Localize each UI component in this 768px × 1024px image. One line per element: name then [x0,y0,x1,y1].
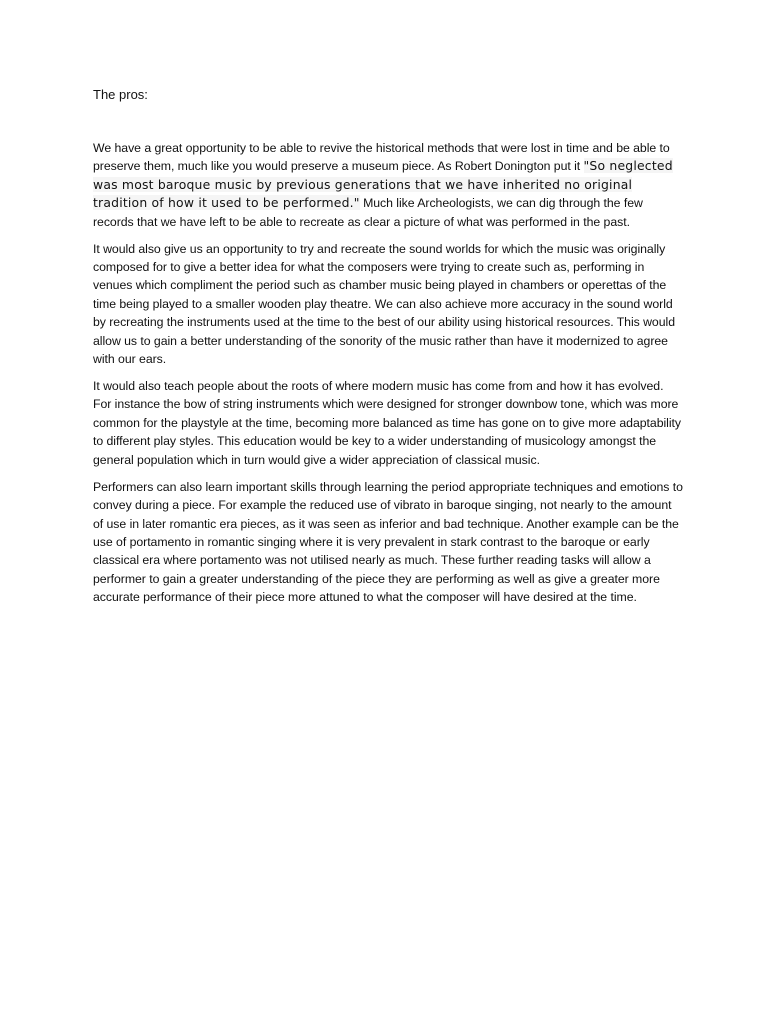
paragraph-3: It would also teach people about the roots of where modern music has come from and how it has evolved. For instance the bow of string instruments which were designed for stronger downbow tone, which was more common for the playstyle at the time, becoming more balanced as time has gone on to give more adaptability to different play styles. This education would be key to a wider understanding of musicology amongst the general population which in turn would give a wider appreciation of classical music. [93,379,682,467]
paragraph-4: Performers can also learn important skills through learning the period appropriate techniques and emotions to convey during a piece. For example the reduced use of vibrato in baroque singing, not nearly to the amount of use in later romantic era pieces, as it was seen as inferior and bad technique. Another example can be the use of portamento in romantic singing where it is very prevalent in stark contrast to the baroque or early classical era where portamento was not utilised nearly as much. These further reading tasks will allow a performer to gain a greater understanding of the piece they are performing as well as give a greater more accurate performance of their piece more attuned to what the composer will have desired at the time. [93,479,683,605]
document-body [93,139,683,615]
paragraph-1 [93,139,683,231]
section-heading: The pros: [93,87,148,102]
paragraph-1-intro: We have a great opportunity to be able to revive the historical methods that were lost in time and be able to preserve them, much like you would preserve a museum piece. As Robert Donington put it [93,141,670,174]
paragraph-1-conclusion: Much like Archeologists, we can dig through the few records that we have left to be able to recreate as clear a picture of what was performed in the past. [93,196,643,229]
donington-quote: "So neglected was most baroque music by previous generations that we have inherited no original tradition of how it used to be performed." [93,158,673,211]
paragraph-2: It would also give us an opportunity to try and recreate the sound worlds for which the music was originally composed for to give a better idea for what the composers were trying to create such as, performing in venues which compliment the period such as chamber music being played in chambers or operettas of the time being played to a smaller wooden play theatre. We can also achieve more accuracy in the sound world by recreating the instruments used at the time to the best of our ability using historical resources. This would allow us to gain a better understanding of the sonority of the music rather than have it modernized to agree with our ears. [93,241,675,367]
